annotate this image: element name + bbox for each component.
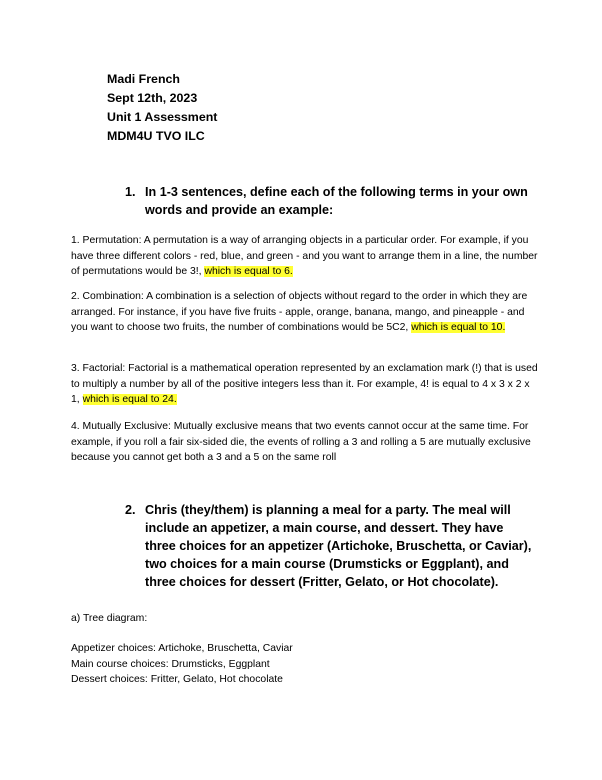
answer-mutually-exclusive-text: 4. Mutually Exclusive: Mutually exclusive means that two events cannot occur at the same time. For example, if you roll a fair six-sided die, the events of rolling a 3 and rolling a 5 are mutually exclusive because you cannot get both a 3 and a 5 on the same roll: [71, 421, 531, 464]
main-course-choices: Main course choices: Drumsticks, Eggplant: [71, 658, 270, 670]
question-1-number: 1.: [125, 185, 136, 199]
assessment-date: Sept 12th, 2023: [107, 91, 198, 105]
answer-combination-highlight: which is equal to 10.: [411, 322, 506, 334]
answer-mutually-exclusive: [71, 419, 541, 466]
answer-permutation-text: 1. Permutation: A permutation is a way of arranging objects in a particular order. For example, if you have three different colors - red, blue, and green - and you want to arrange them in a line, the number of permutations would be 3!,: [71, 235, 538, 278]
answer-factorial: [71, 361, 541, 408]
assessment-title: Unit 1 Assessment: [107, 110, 218, 124]
answer-combination-text: 2. Combination: A combination is a selection of objects without regard to the order in which they are arranged. For instance, if you have five fruits - apple, orange, banana, mango, and pineapple - and you want to choose two fruits, the number of combinations would be 5C2,: [71, 291, 528, 334]
question-1-text: In 1-3 sentences, define each of the following terms in your own words and provide an example:: [145, 185, 528, 217]
question-2-number: 2.: [125, 503, 136, 517]
answer-factorial-text: 3. Factorial: Factorial is a mathematical operation represented by an exclamation mark (!) that is used to multiply a number by all of the positive integers less than it. For example, 4! is equal to 4 x 3 x 2 x 1,: [71, 363, 538, 406]
answer-combination: [71, 289, 541, 336]
document-header: [107, 70, 217, 146]
dessert-choices: Dessert choices: Fritter, Gelato, Hot chocolate: [71, 674, 283, 686]
question-2: [125, 501, 535, 591]
question-2-text: Chris (they/them) is planning a meal for a party. The meal will include an appetizer, a main course, and dessert. They have three choices for an appetizer (Artichoke, Bruschetta, or Caviar), two choices for a main course (Drumsticks or Eggplant), and three choices for dessert (Fritter, Gelato, or Hot chocolate).: [145, 503, 532, 589]
answer-factorial-highlight: which is equal to 24.: [82, 394, 177, 406]
question-1: [125, 183, 535, 219]
course-code: MDM4U TVO ILC: [107, 129, 205, 143]
answer-permutation: [71, 233, 541, 280]
appetizer-choices: Appetizer choices: Artichoke, Bruschetta, Caviar: [71, 643, 293, 654]
tree-diagram-label: a) Tree diagram:: [71, 613, 148, 624]
choices-list: [71, 641, 293, 688]
answer-permutation-highlight: which is equal to 6.: [204, 266, 293, 278]
student-name: Madi French: [107, 72, 180, 86]
